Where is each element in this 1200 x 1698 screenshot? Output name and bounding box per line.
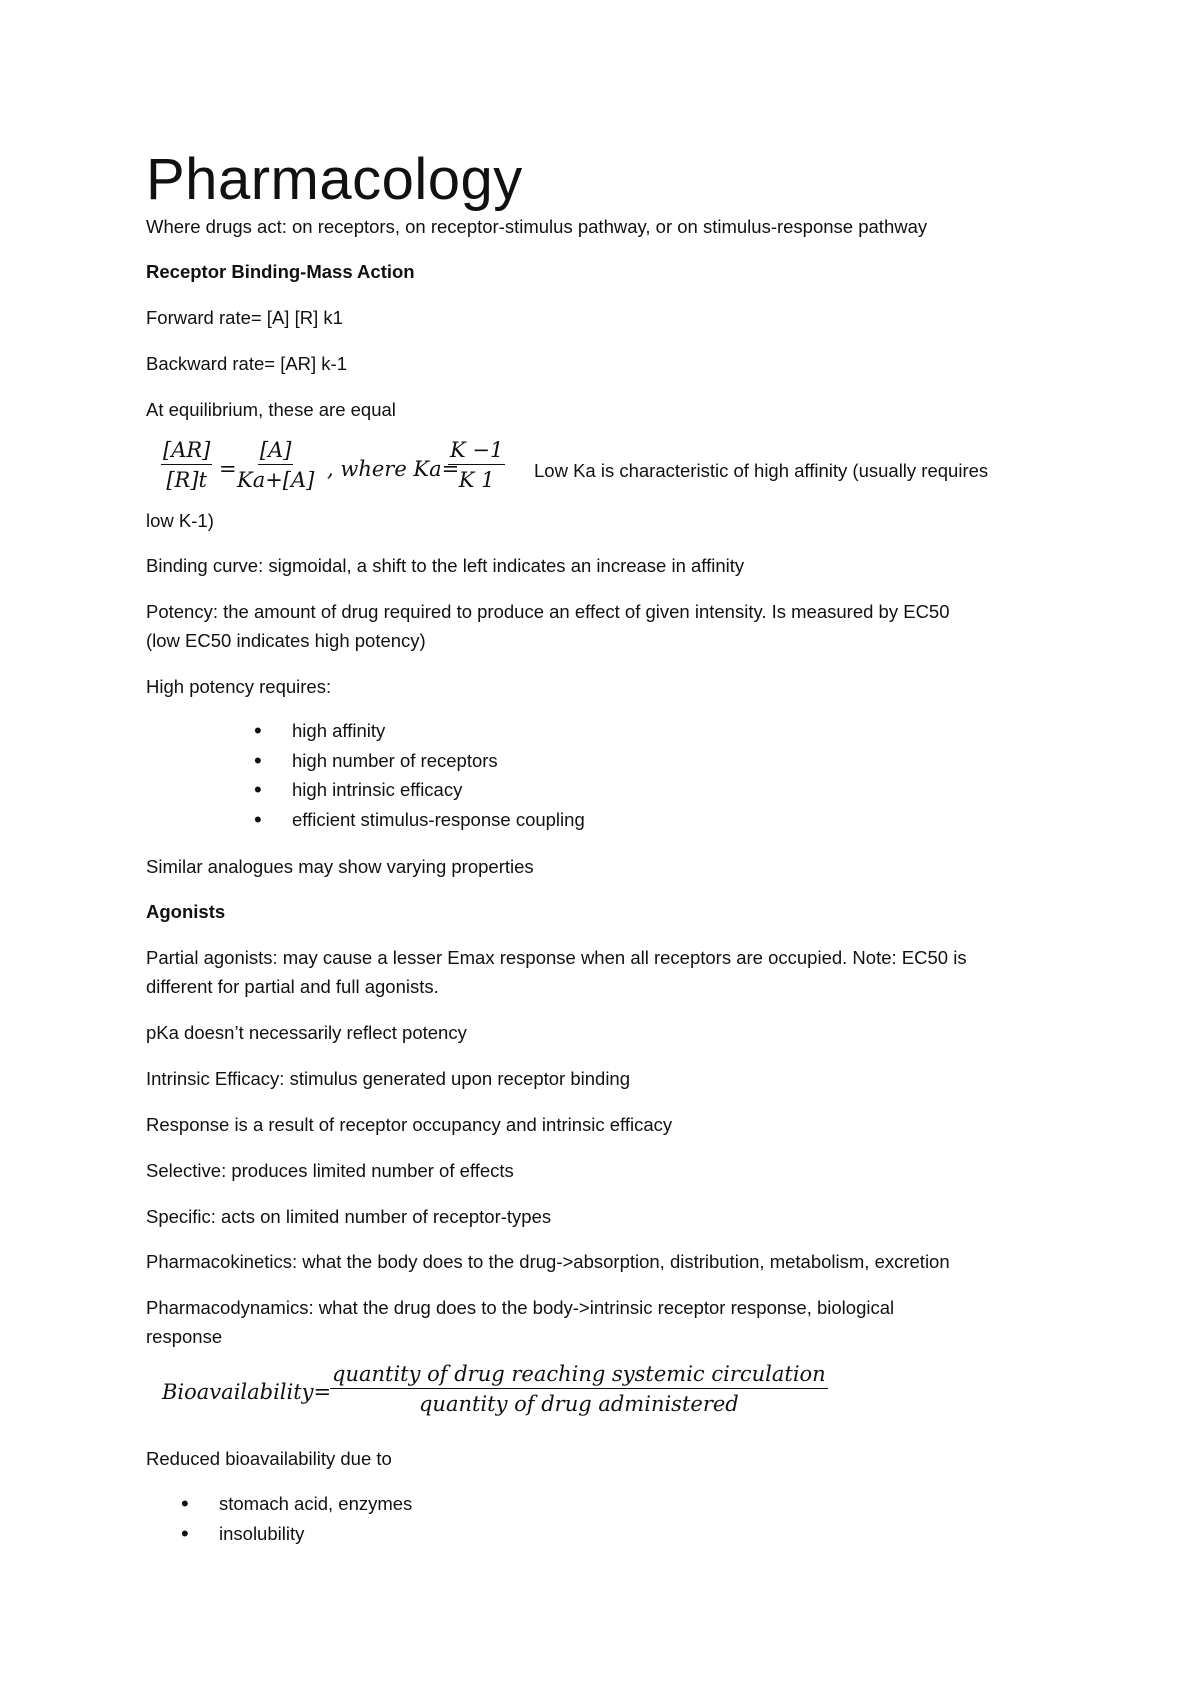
list-item: • insolubility — [219, 1519, 412, 1549]
high-potency-intro: High potency requires: — [146, 676, 332, 697]
high-potency-list — [292, 716, 585, 834]
equation-a-fraction — [237, 438, 314, 492]
specific-text: Specific: acts on limited number of receptor-types — [146, 1206, 552, 1227]
equilibrium-text: At equilibrium, these are equal — [146, 399, 396, 420]
fraction-denominator: K 1 — [458, 468, 495, 492]
low-ka-note: Low Ka is characteristic of high affinity (usually requires — [534, 460, 989, 481]
intrinsic-efficacy-text: Intrinsic Efficacy: stimulus generated upon receptor binding — [146, 1068, 631, 1089]
page-title: Pharmacology — [146, 147, 523, 212]
equation-ka-fraction — [448, 438, 505, 492]
backward-rate-text: Backward rate= [AR] k-1 — [146, 353, 348, 374]
partial-agonists-line-1: Partial agonists: may cause a lesser Emax response when all receptors are occupied. Note: EC50 is — [146, 947, 967, 968]
fraction-numerator: [AR] — [161, 438, 212, 465]
pharmacodynamics-line-2: response — [146, 1326, 223, 1347]
fraction-numerator: quantity of drug reaching systemic circulation — [330, 1362, 828, 1389]
heading-receptor-binding: Receptor Binding-Mass Action — [146, 261, 415, 282]
list-item: • high affinity — [292, 716, 585, 746]
reduced-bioavailability-intro: Reduced bioavailability due to — [146, 1448, 392, 1469]
fraction-numerator: K −1 — [448, 438, 505, 465]
list-item: • efficient stimulus-response coupling — [292, 805, 585, 835]
pharmacokinetics-text: Pharmacokinetics: what the body does to the drug->absorption, distribution, metabolism, excretion — [146, 1251, 950, 1272]
potency-line-1: Potency: the amount of drug required to produce an effect of given intensity. Is measured by EC50 — [146, 601, 950, 622]
list-item: • stomach acid, enzymes — [219, 1489, 412, 1519]
partial-agonists-line-2: different for partial and full agonists. — [146, 976, 439, 997]
forward-rate-text: Forward rate= [A] [R] k1 — [146, 307, 343, 328]
pka-text: pKa doesn’t necessarily reflect potency — [146, 1022, 467, 1043]
where-ka-text: , where Ka= — [327, 457, 460, 481]
low-ka-note-continued: low K-1) — [146, 510, 214, 531]
fraction-denominator: quantity of drug administered — [418, 1392, 739, 1416]
binding-curve-text: Binding curve: sigmoidal, a shift to the left indicates an increase in affinity — [146, 555, 745, 576]
list-item: • high intrinsic efficacy — [292, 775, 585, 805]
potency-line-2: (low EC50 indicates high potency) — [146, 630, 426, 651]
bioavailability-label: Bioavailability= — [162, 1380, 332, 1404]
similar-analogues-text: Similar analogues may show varying properties — [146, 856, 534, 877]
bioavailability-fraction — [330, 1362, 828, 1416]
response-text: Response is a result of receptor occupancy and intrinsic efficacy — [146, 1114, 673, 1135]
pharmacodynamics-line-1: Pharmacodynamics: what the drug does to the body->intrinsic receptor response, biological — [146, 1297, 895, 1318]
equation-ar-fraction — [161, 438, 212, 492]
fraction-denominator: Ka+[A] — [237, 468, 315, 492]
fraction-denominator: [R]t — [166, 468, 207, 492]
list-item: • high number of receptors — [292, 746, 585, 776]
reduced-bioavailability-list — [219, 1489, 412, 1548]
equals-sign: = — [219, 457, 237, 481]
heading-agonists: Agonists — [146, 901, 226, 922]
fraction-numerator: [A] — [258, 438, 294, 465]
selective-text: Selective: produces limited number of effects — [146, 1160, 514, 1181]
intro-text: Where drugs act: on receptors, on receptor-stimulus pathway, or on stimulus-response pathway — [146, 216, 928, 237]
